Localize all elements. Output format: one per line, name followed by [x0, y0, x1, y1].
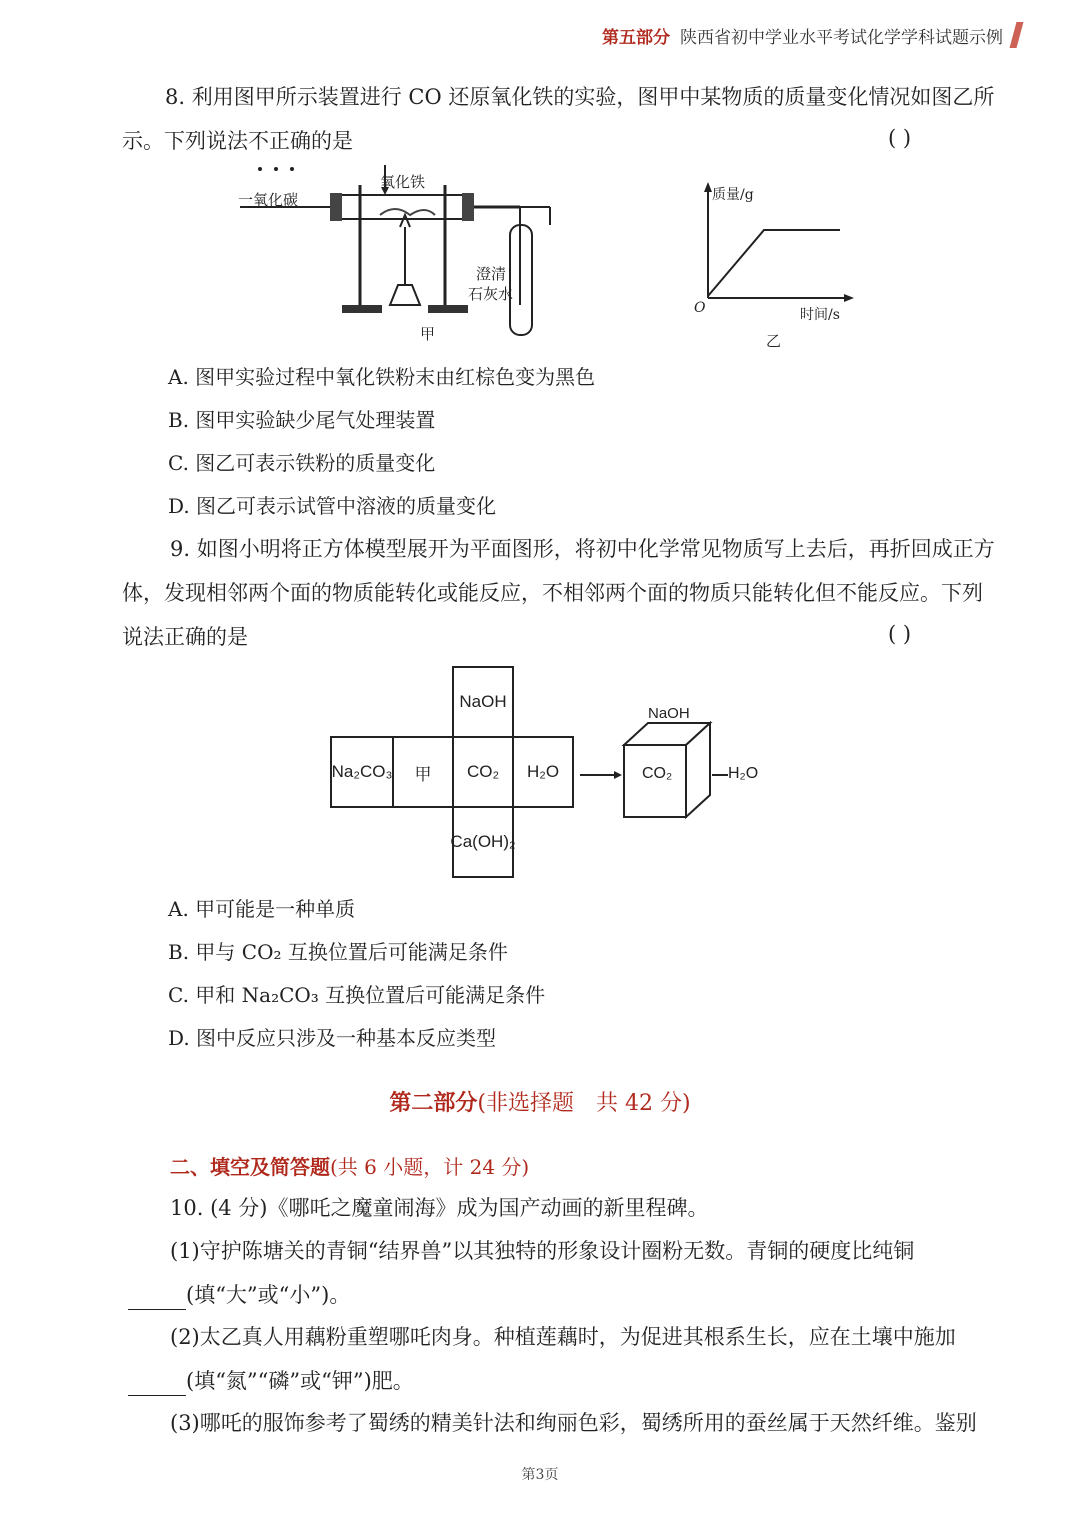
co-label: 一氧化碳 — [238, 191, 299, 209]
section2-subtitle: (共 6 小题，计 24 分) — [330, 1155, 530, 1179]
net-face-right: H₂O — [512, 736, 574, 808]
q10-stem: 10. (4 分)《哪吒之魔童闹海》成为国产动画的新里程碑。 — [170, 1196, 709, 1220]
figure-yi-caption: 乙 — [766, 332, 782, 350]
part2-title: 第二部分 — [389, 1090, 478, 1116]
q10-part2-b: (填“氮”“磷”或“钾”)肥。 — [186, 1369, 414, 1393]
q9-answer-bracket: ( ) — [888, 622, 912, 646]
cube-front-label: CO₂ — [642, 765, 673, 782]
cube-side-label: H₂O — [728, 765, 759, 782]
q10-part2-a: (2)太乙真人用藕粉重塑哪吒肉身。种植莲藕时，为促进其根系生长，应在土壤中施加 — [170, 1325, 956, 1349]
net-face-center: CO₂ — [452, 736, 514, 808]
section2-heading — [170, 1152, 529, 1182]
page-number: 第3页 — [521, 1467, 559, 1483]
q9-line3: 说法正确的是 — [122, 625, 248, 649]
cube-net — [330, 666, 580, 878]
page-header — [602, 22, 1020, 48]
q9-option-a: A. 甲可能是一种单质 — [168, 897, 356, 921]
part2-heading — [0, 1086, 1080, 1117]
q8-option-c: C. 图乙可表示铁粉的质量变化 — [168, 451, 436, 475]
folded-cube — [578, 695, 778, 825]
net-face-top: NaOH — [452, 666, 514, 738]
q9-option-c: C. 甲和 Na₂CO₃ 互换位置后可能满足条件 — [168, 983, 546, 1007]
limewater-label-1: 澄清 — [476, 265, 507, 283]
graph-ylabel: 质量/g — [712, 187, 754, 203]
section2-title: 二、填空及简答题 — [170, 1155, 330, 1179]
q9-line2: 体，发现相邻两个面的物质能转化或能反应，不相邻两个面的物质只能转化但不能反应。下列 — [122, 581, 983, 605]
q10-blank-1[interactable] — [128, 1287, 186, 1310]
q8-option-b: B. 图甲实验缺少尾气处理装置 — [168, 408, 436, 432]
q10-part1-b-line — [128, 1280, 350, 1310]
q9-option-b: B. 甲与 CO₂ 互换位置后可能满足条件 — [168, 940, 508, 964]
net-face-jia: 甲 — [392, 736, 454, 808]
figure-jia — [230, 165, 570, 355]
part2-subtitle: (非选择题 共 42 分) — [477, 1091, 691, 1116]
q9-option-d: D. 图中反应只涉及一种基本反应类型 — [168, 1026, 497, 1050]
limewater-label-2: 石灰水 — [468, 285, 514, 303]
header-bar — [1010, 22, 1024, 48]
header-text: 陕西省初中学业水平考试化学学科试题示例 — [680, 27, 1003, 48]
q10-part1-b: (填“大”或“小”)。 — [186, 1283, 351, 1307]
net-face-left: Na₂CO₃ — [330, 736, 394, 808]
q10-part1-a: (1)守护陈塘关的青铜“结界兽”以其独特的形象设计圈粉无数。青铜的硬度比纯铜 — [170, 1239, 915, 1263]
q8-option-d: D. 图乙可表示试管中溶液的质量变化 — [168, 494, 497, 518]
q8-line2: 示。下列说法不正确的是 — [122, 129, 353, 153]
net-face-bottom: Ca(OH)₂ — [452, 806, 514, 878]
q10-part2-b-line — [128, 1366, 414, 1396]
graph-origin: O — [694, 300, 706, 316]
q8-answer-bracket: ( ) — [888, 126, 912, 150]
figure-yi — [690, 178, 870, 358]
q10-part3-a: (3)哪吒的服饰参考了蜀绣的精美针法和绚丽色彩，蜀绣所用的蚕丝属于天然纤维。鉴别 — [170, 1411, 977, 1435]
q9-line1: 9. 如图小明将正方体模型展开为平面图形，将初中化学常见物质写上去后，再折回成正方 — [170, 537, 995, 561]
fe2o3-label: 氧化铁 — [380, 173, 426, 191]
graph-xlabel: 时间/s — [800, 307, 840, 323]
q8-line1: 8. 利用图甲所示装置进行 CO 还原氧化铁的实验，图甲中某物质的质量变化情况如图乙所 — [165, 85, 995, 109]
q10-blank-2[interactable] — [128, 1373, 186, 1396]
cube-top-label: NaOH — [648, 705, 690, 722]
q8-option-a: A. 图甲实验过程中氧化铁粉末由红棕色变为黑色 — [168, 365, 596, 389]
figure-jia-caption: 甲 — [420, 325, 436, 343]
header-tag: 第五部分 — [602, 27, 670, 48]
